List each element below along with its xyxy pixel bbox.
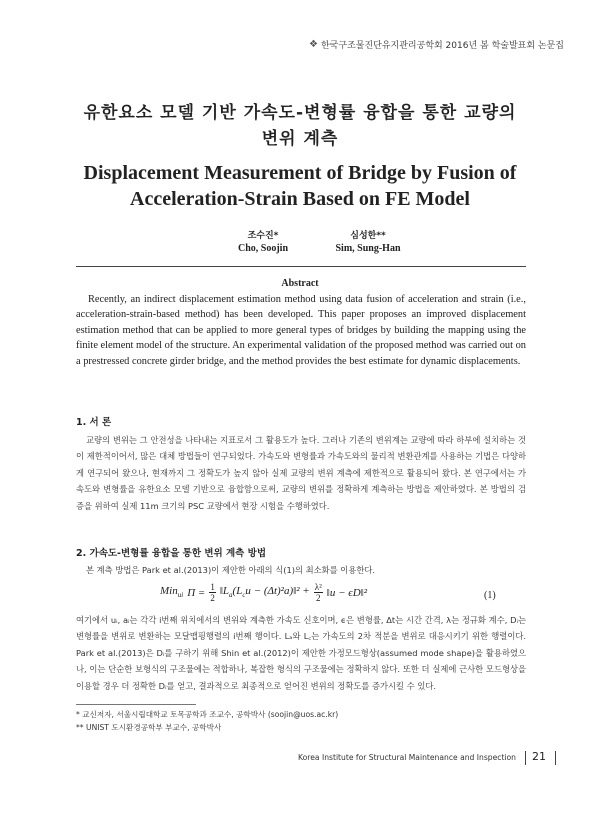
equation-half-num: 1 bbox=[210, 582, 215, 592]
equation-term1-sub: a bbox=[229, 591, 233, 600]
english-title-line2: Acceleration-Strain Based on FE Model bbox=[130, 188, 470, 210]
section-1-heading: 1. 서 론 bbox=[76, 417, 112, 428]
equation-term2-end: ‖² bbox=[360, 586, 368, 599]
running-header bbox=[309, 38, 564, 51]
equation-term1-rest3: − (Δt)²a bbox=[250, 585, 290, 598]
equation-number: (1) bbox=[484, 590, 496, 601]
english-title-line1: Displacement Measurement of Bridge by Fusion of bbox=[83, 162, 517, 184]
equation-min-sub: ui bbox=[177, 591, 184, 600]
equation-term2: ‖u bbox=[326, 586, 336, 599]
diamond-bullet-icon: ❖ bbox=[309, 39, 318, 50]
footnote-divider bbox=[76, 704, 196, 705]
equation-lambda-num: λ² bbox=[314, 582, 322, 592]
section-1-body: 교량의 변위는 그 안전성을 나타내는 지표로서 그 활용도가 높다. 그러나 기존의 변위계는 교량에 따라 하부에 설치하는 것이 제한적이어서, 많은 대체 방법들이 연구되었다. 가속도와 변형률과 가속도와의 물리적 변환관계를 사용하는 기법은 다양하게 연구되어 왔으나, 현재까지 그 정확도가 높지 않아 실제 교량의 변위 계측에 제한적으로 활용되어 왔다. 본 연구에서는 가속도와 변형률을 유한요소 모델 기반으로 융합함으로써, 교량의 변위를 정확하게 계측하는 방법을 제안하였다. 본 방법의 검증을 위하여 실제 11m 크기의 PSC 교량에서 현장 시험을 수행하였다. bbox=[76, 435, 526, 511]
author-2-korean: 심성한** bbox=[350, 231, 386, 241]
equation-term1: ‖L bbox=[219, 585, 230, 598]
equation-lambda-den: 2 bbox=[316, 593, 321, 603]
footer-journal: Korea Institute for Structural Maintenance and Inspection bbox=[298, 753, 516, 762]
english-title bbox=[0, 160, 600, 212]
equation-term1-end: )‖² + bbox=[289, 585, 310, 598]
author-2-english: Sim, Sung-Han bbox=[335, 243, 401, 254]
abstract-body: Recently, an indirect displacement estimation method using data fusion of acceleration and strain (i.e., acceleration-strain-based method) has been developed. This paper proposes an improved displacement estimation method that can be applied to more general types of bridges by building the mapping using the finite element model of the structure. An experimental validation of the proposed method was carried out on a prestressed concrete girder bridge, and the method provides the best estimate for dynamic displacements. bbox=[76, 294, 526, 367]
footnotes bbox=[76, 708, 526, 734]
footer-separator bbox=[525, 751, 526, 765]
running-header-text: 한국구조물진단유지관리공학회 2016년 봄 학술발표회 논문집 bbox=[320, 41, 564, 51]
equation-1 bbox=[160, 582, 367, 603]
page-footer bbox=[0, 751, 600, 765]
korean-title-line2: 변위 계측 bbox=[261, 129, 339, 149]
equation-half-den: 2 bbox=[210, 593, 215, 603]
footnote-1: * 교신저자, 서울시립대학교 토목공학과 조교수, 공학박사 (soojin@uos.ac.kr) bbox=[76, 710, 339, 719]
korean-title bbox=[0, 100, 600, 152]
author-1-korean: 조수진* bbox=[247, 231, 279, 241]
footnote-2: ** UNIST 도시환경공학부 부교수, 공학박사 bbox=[76, 723, 222, 732]
equation-min: Min bbox=[160, 585, 178, 598]
page-number: 21 bbox=[532, 750, 546, 763]
equation-lambda bbox=[314, 582, 323, 603]
section-2-body: 여기에서 uᵢ, aᵢ는 각각 i번째 위치에서의 변위와 계측한 가속도 신호이며, ϵ은 변형률, Δt는 시간 간격, λ는 정규화 계수, Dᵢ는 변형률을 변위로 변환하는 모달맵핑행렬의 i번째 행이다. Lₐ와 L꜀는 가속도의 2차 적분을 변위로 대응시키기 위한 행렬이다. Park et al.(2013)은 Dᵢ를 구하기 위해 Shin et al.(2012)이 제안한 가정모드형상(assumed mode shape)을 활용하였으나, 이는 단순한 보형식의 구조물에는 적합하나, 복잡한 형식의 구조물에는 정확하지 않다. 또한 더 실제에 근사한 모드형상을 이용할 경우 더 정확한 Dᵢ를 얻고, 결과적으로 최종적으로 얻어진 변위의 정확도를 증가시킬 수 있다. bbox=[76, 615, 526, 691]
divider-top bbox=[76, 266, 526, 267]
equation-term1-sub2: c bbox=[242, 591, 246, 600]
author-1 bbox=[218, 228, 308, 254]
equation-pi: Π = bbox=[187, 586, 206, 599]
equation-term1-rest: (L bbox=[232, 585, 243, 598]
footer-separator-right bbox=[555, 751, 556, 765]
author-2 bbox=[318, 228, 418, 254]
author-1-english: Cho, Soojin bbox=[237, 243, 288, 254]
section-2-intro: 본 계측 방법은 Park et al.(2013)이 제안한 아래의 식(1)의 최소화를 이용한다. bbox=[86, 565, 376, 575]
abstract-heading: Abstract bbox=[281, 278, 319, 289]
equation-term1-rest2: u bbox=[245, 585, 251, 598]
equation-term2-rest: − ϵD bbox=[335, 586, 361, 599]
equation-half bbox=[209, 582, 216, 603]
section-2-heading: 2. 가속도-변형률 융합을 통한 변위 계측 방법 bbox=[76, 548, 267, 559]
korean-title-line1: 유한요소 모델 기반 가속도-변형률 융합을 통한 교량의 bbox=[83, 103, 517, 123]
